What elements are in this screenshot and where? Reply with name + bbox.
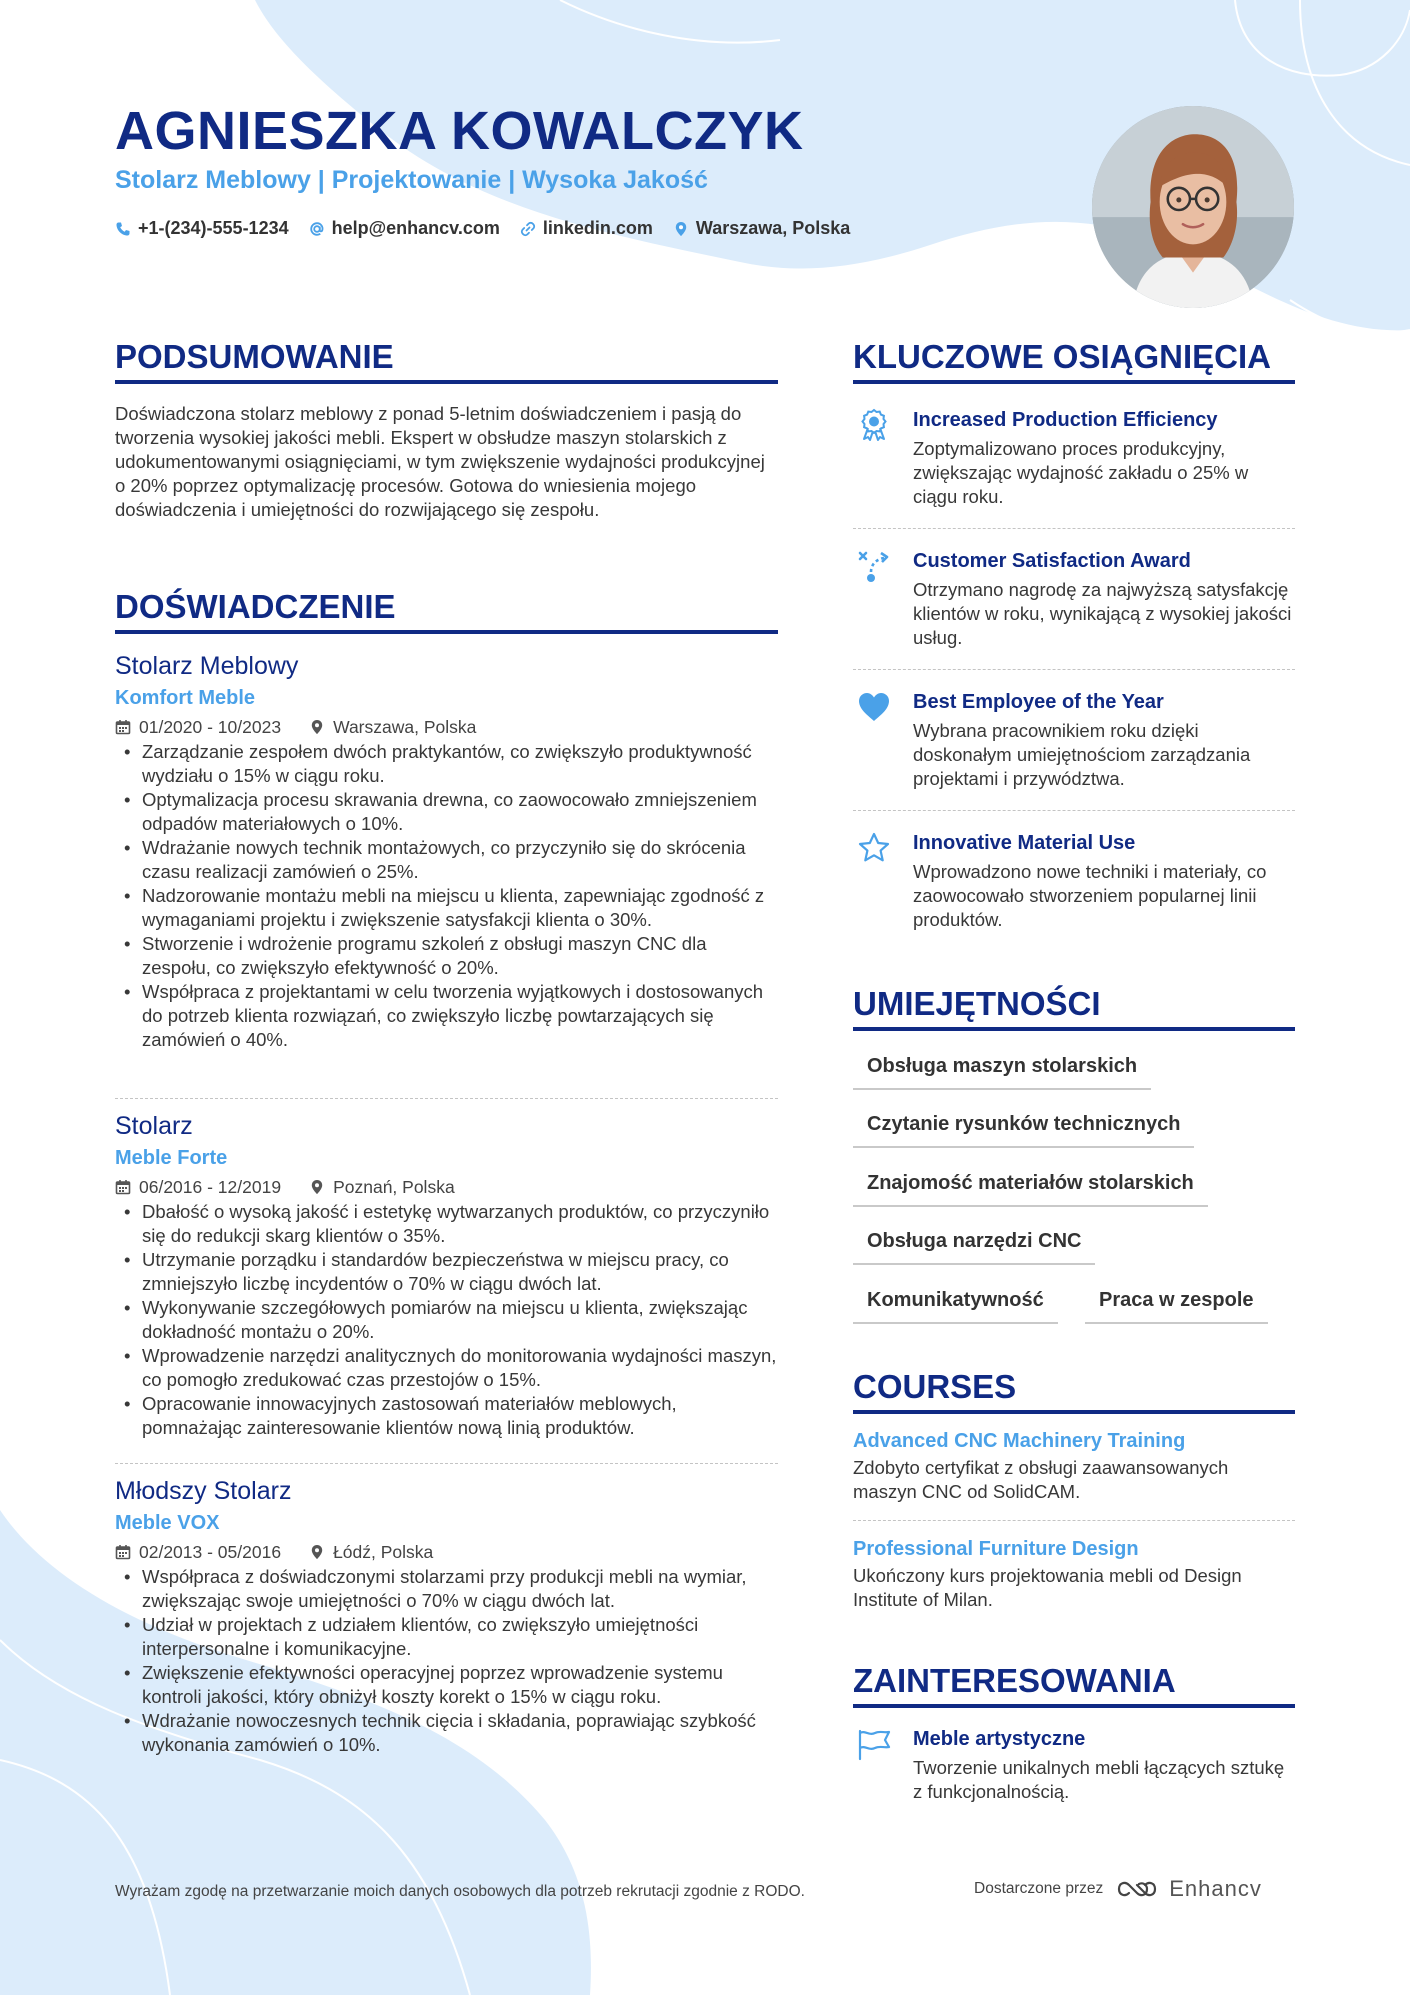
job-meta [115,715,778,739]
job-company: Komfort Meble [115,687,255,709]
calendar-icon [115,1179,131,1195]
job-bullet: • Nadzorowanie montażu mebli na miejscu u klienta, zapewniając zgodność z wymaganiami projektu i zwiększenie satysfakcji klienta o 30%. [115,884,778,932]
job-bullets [115,1565,778,1757]
job-bullet: • Stworzenie i wdrożenie programu szkoleń z obsługi maszyn CNC dla zespołu, co zwiększyło efektywność o 20%. [115,932,778,980]
strategy-icon [857,549,891,583]
contact-phone-text: +1-(234)-555-1234 [138,218,289,238]
job-bullets [115,1200,778,1440]
job-bullet: • Opracowanie innowacyjnych zastosowań materiałów meblowych, pomnażając zainteresowanie klientów nową linią produktów. [115,1392,778,1440]
job-company: Meble VOX [115,1512,220,1534]
job-meta [115,1540,778,1564]
calendar-icon [115,719,131,735]
achievement-desc: Wprowadzono nowe techniki i materiały, co zaowocowało stworzeniem popularnej linii produktów. [913,861,1267,930]
job-title: Młodszy Stolarz [115,1477,292,1505]
experience-heading: DOŚWIADCZENIE [115,588,778,634]
consent-note: Wyrażam zgodę na przetwarzanie moich danych osobowych dla potrzeb rekrutacji zgodnie z RODO. [115,1883,805,1900]
skill-tag: Obsługa maszyn stolarskich [853,1052,1151,1090]
skill-tag: Obsługa narzędzi CNC [853,1227,1095,1265]
skill-tag: Praca w zespole [1085,1286,1268,1324]
achievement-title: Best Employee of the Year [913,691,1164,713]
contact-email-text: help@enhancv.com [331,218,500,238]
job-dates-text: 01/2020 - 10/2023 [139,717,282,737]
job-bullet: • Zarządzanie zespołem dwóch praktykantów, co zwiększyło produktywność wydziału o 15% w ciągu roku. [115,740,778,788]
calendar-icon [115,1544,131,1560]
section-divider [853,528,1295,529]
section-divider [853,1520,1295,1521]
job-meta [115,1175,778,1199]
achievement-item [853,406,1295,509]
job-bullet: • Optymalizacja procesu skrawania drewna, co zaowocowało zmniejszeniem odpadów materiałowych o 10%. [115,788,778,836]
achievement-item [853,688,1295,791]
location-icon [309,719,325,735]
section-divider [853,810,1295,811]
heart-icon [857,690,891,724]
section-divider [115,1463,778,1464]
job-bullet: • Wykonywanie szczegółowych pomiarów na miejscu u klienta, zwiększając dokładność montażu o 20%. [115,1296,778,1344]
course-item [853,1535,1295,1612]
contact-linkedin-text: linkedin.com [542,218,653,238]
course-desc: Zdobyto certyfikat z obsługi zaawansowanych maszyn CNC od SolidCAM. [853,1457,1229,1502]
job-company: Meble Forte [115,1147,228,1169]
interests-heading: ZAINTERESOWANIA [853,1662,1295,1708]
profile-photo-illustration [1092,106,1294,308]
job-location [309,715,476,739]
course-title: Professional Furniture Design [853,1538,1139,1560]
interest-desc: Tworzenie unikalnych mebli łączących sztukę z funkcjonalnością. [913,1757,1285,1802]
achievement-desc: Zoptymalizowano proces produkcyjny, zwiększając wydajność zakładu o 25% w ciągu roku. [913,438,1249,507]
powered-by [974,1876,1262,1902]
courses-heading: COURSES [853,1368,1295,1414]
achievement-item [853,829,1295,932]
job-bullet: • Zwiększenie efektywności operacyjnej poprzez wprowadzenie systemu kontroli jakości, który obniżył koszty korekt o 15% w ciągu roku. [115,1661,778,1709]
contact-phone [115,218,289,239]
skill-tag: Znajomość materiałów stolarskich [853,1169,1208,1207]
summary-heading: PODSUMOWANIE [115,338,778,384]
contact-bar [115,218,850,239]
award-ribbon-icon [857,408,891,442]
candidate-name: AGNIESZKA KOWALCZYK [115,101,804,161]
contact-location [673,218,850,239]
enhancv-brand-text: Enhancv [1169,1876,1262,1901]
job-title: Stolarz [115,1112,193,1140]
job-location-text: Poznań, Polska [333,1177,455,1197]
skills-heading: UMIEJĘTNOŚCI [853,985,1295,1031]
skill-tag: Czytanie rysunków technicznych [853,1110,1194,1148]
enhancv-logo[interactable] [1115,1876,1262,1902]
job-dates [115,1175,281,1199]
job-bullet: • Wdrażanie nowych technik montażowych, co przyczyniło się do skrócenia czasu realizacji zamówień o 25%. [115,836,778,884]
flag-icon [857,1727,891,1761]
course-item [853,1427,1295,1504]
achievements-heading: KLUCZOWE OSIĄGNIĘCIA [853,338,1295,384]
skill-tag: Komunikatywność [853,1286,1058,1324]
job-title: Stolarz Meblowy [115,652,299,680]
contact-linkedin[interactable] [520,218,653,239]
job-bullet: • Utrzymanie porządku i standardów bezpieczeństwa w miejscu pracy, co zmniejszyło liczbę incydentów o 70% w ciągu dwóch lat. [115,1248,778,1296]
job-location-text: Łódź, Polska [333,1542,434,1562]
achievement-desc: Wybrana pracownikiem roku dzięki doskonałym umiejętnościom zarządzania projektami i przywództwa. [913,720,1251,789]
job-bullet: • Wprowadzenie narzędzi analitycznych do monitorowania wydajności maszyn, co pomogło zredukować czas przestojów o 15%. [115,1344,778,1392]
section-divider [115,1098,778,1099]
enhancv-infinity-icon [1115,1877,1159,1901]
job-entry [115,650,778,1052]
job-dates-text: 02/2013 - 05/2016 [139,1542,282,1562]
at-icon [309,221,325,237]
achievement-title: Innovative Material Use [913,832,1136,854]
job-dates [115,1540,281,1564]
job-location [309,1175,455,1199]
job-bullets [115,740,778,1052]
candidate-tagline: Stolarz Meblowy | Projektowanie | Wysoka Jakość [115,166,708,194]
profile-photo [1092,106,1294,308]
achievement-item [853,547,1295,650]
job-entry [115,1475,778,1757]
location-icon [309,1544,325,1560]
job-location-text: Warszawa, Polska [333,717,477,737]
summary-text: Doświadczona stolarz meblowy z ponad 5-letnim doświadczeniem i pasją do tworzenia wysokiej jakości mebli. Ekspert w obsłudze maszyn stolarskich z udokumentowanymi osiągnięciami, w tym zwiększenie wydajności produkcyjnej o 20% poprzez optymalizację procesów. Gotowa do wniesienia mojego doświadczenia i umiejętności do rozwijającego się zespołu. [115,403,765,520]
interest-title: Meble artystyczne [913,1728,1086,1750]
job-bullet: • Wdrażanie nowoczesnych technik cięcia i składania, poprawiając szybkość wykonania zamówień o 10%. [115,1709,778,1757]
job-dates [115,715,281,739]
section-divider [853,669,1295,670]
link-icon [520,221,536,237]
powered-by-label: Dostarczone przez [974,1880,1104,1897]
contact-location-text: Warszawa, Polska [695,218,851,238]
job-entry [115,1110,778,1440]
phone-icon [115,221,131,237]
achievement-title: Customer Satisfaction Award [913,550,1191,572]
job-bullet: • Współpraca z doświadczonymi stolarzami przy produkcji mebli na wymiar, zwiększając swoje umiejętności o 70% w ciągu dwóch lat. [115,1565,778,1613]
contact-email[interactable] [309,218,500,239]
job-bullet: • Udział w projektach z udziałem klientów, co zwiększyło umiejętności interpersonalne i komunikacyjne. [115,1613,778,1661]
course-desc: Ukończony kurs projektowania mebli od Design Institute of Milan. [853,1565,1242,1610]
course-title: Advanced CNC Machinery Training [853,1430,1186,1452]
location-icon [673,221,689,237]
achievement-title: Increased Production Efficiency [913,409,1218,431]
job-bullet: • Dbałość o wysoką jakość i estetykę wytwarzanych produktów, co przyczyniło się do redukcji skarg klientów o 35%. [115,1200,778,1248]
job-dates-text: 06/2016 - 12/2019 [139,1177,282,1197]
interest-item [853,1725,1295,1804]
job-bullet: • Współpraca z projektantami w celu tworzenia wyjątkowych i dostosowanych do potrzeb klienta rozwiązań, co zwiększyło liczbę powtarzających się zamówień o 40%. [115,980,778,1052]
achievement-desc: Otrzymano nagrodę za najwyższą satysfakcję klientów w roku, wynikającą z wysokiej jakości usług. [913,579,1292,648]
job-location [309,1540,433,1564]
star-icon [857,831,891,865]
location-icon [309,1179,325,1195]
